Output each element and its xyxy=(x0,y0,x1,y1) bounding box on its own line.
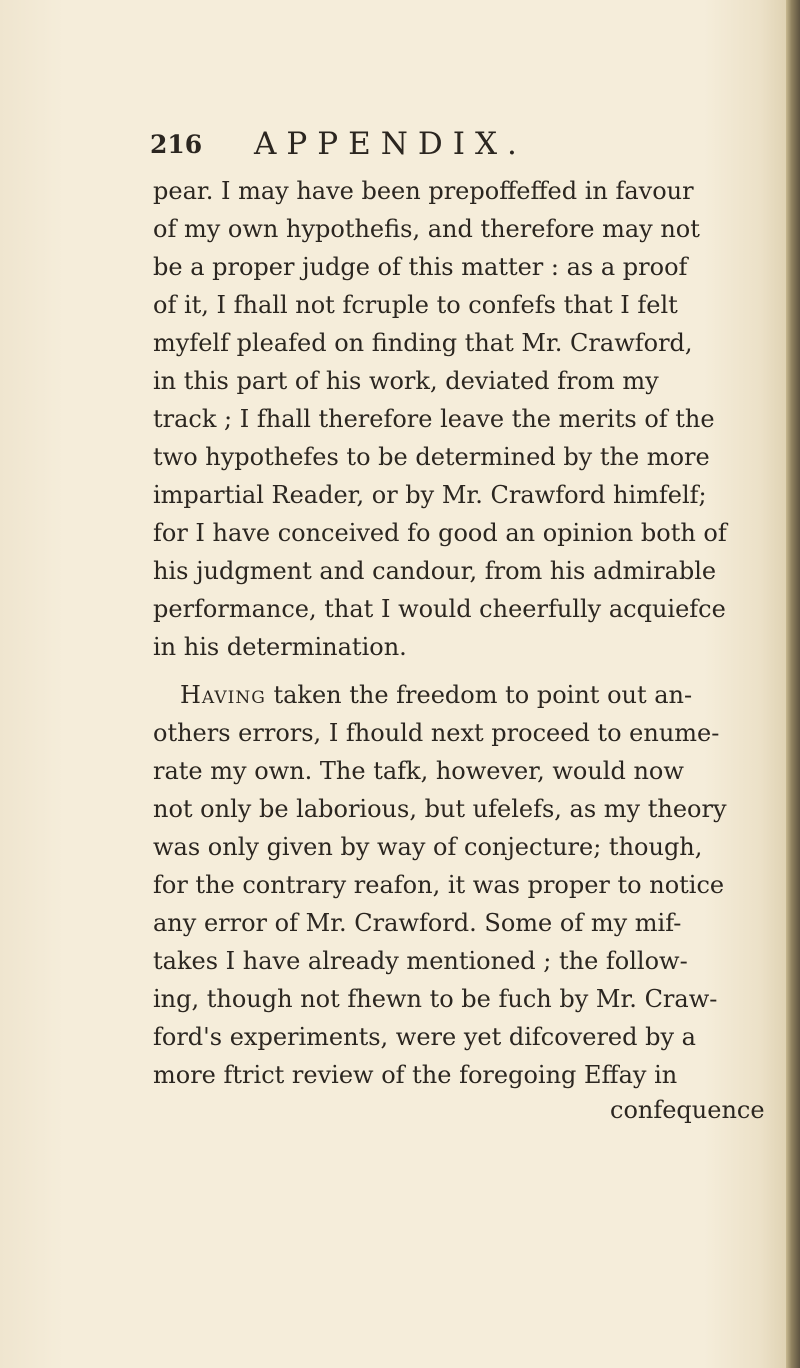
text-line: track ; I fhall therefore leave the merits of the xyxy=(153,405,715,433)
text-line: of it, I fhall not fcruple to confefs that I felt xyxy=(153,291,678,319)
text-line: others errors, I fhould next proceed to enume- xyxy=(153,719,720,747)
text-line: be a proper judge of this matter : as a proof xyxy=(153,253,688,281)
text-line: rate my own. The tafk, however, would now xyxy=(153,757,684,785)
text-line: two hypothefes to be determined by the more xyxy=(153,443,710,471)
text-line: for I have conceived fo good an opinion both of xyxy=(153,519,727,547)
text-line: ford's experiments, were yet difcovered by a xyxy=(153,1023,696,1051)
page-header xyxy=(150,126,710,170)
text-line: any error of Mr. Crawford. Some of my mif- xyxy=(153,909,682,937)
text-line: more ftrict review of the foregoing Effay in xyxy=(153,1061,678,1089)
text-line: of my own hypothefis, and therefore may not xyxy=(153,215,700,243)
text-line: takes I have already mentioned ; the follow- xyxy=(153,947,688,975)
page-edge xyxy=(786,0,800,1368)
text-line: myfelf pleafed on finding that Mr. Crawford, xyxy=(153,329,693,357)
text-line: impartial Reader, or by Mr. Crawford himfelf; xyxy=(153,481,707,509)
text-line: pear. I may have been prepoffeffed in favour xyxy=(153,177,694,205)
text-line: in this part of his work, deviated from my xyxy=(153,367,659,395)
text-line: was only given by way of conjecture; though, xyxy=(153,833,703,861)
text-line: ing, though not fhewn to be fuch by Mr. Craw- xyxy=(153,985,718,1013)
running-head: APPENDIX. xyxy=(254,126,527,162)
catchword: confequence xyxy=(610,1096,765,1124)
line-rest: taken the freedom to point out an- xyxy=(265,681,693,709)
text-line: performance, that I would cheerfully acquiefce xyxy=(153,595,726,623)
text-line xyxy=(180,678,692,712)
text-line: not only be laborious, but ufelefs, as my theory xyxy=(153,795,727,823)
text-line: his judgment and candour, from his admirable xyxy=(153,557,717,585)
page-number: 216 xyxy=(150,130,203,159)
text-line: for the contrary reafon, it was proper to notice xyxy=(153,871,725,899)
small-caps-lead: Having xyxy=(180,681,266,709)
text-line: in his determination. xyxy=(153,633,407,661)
